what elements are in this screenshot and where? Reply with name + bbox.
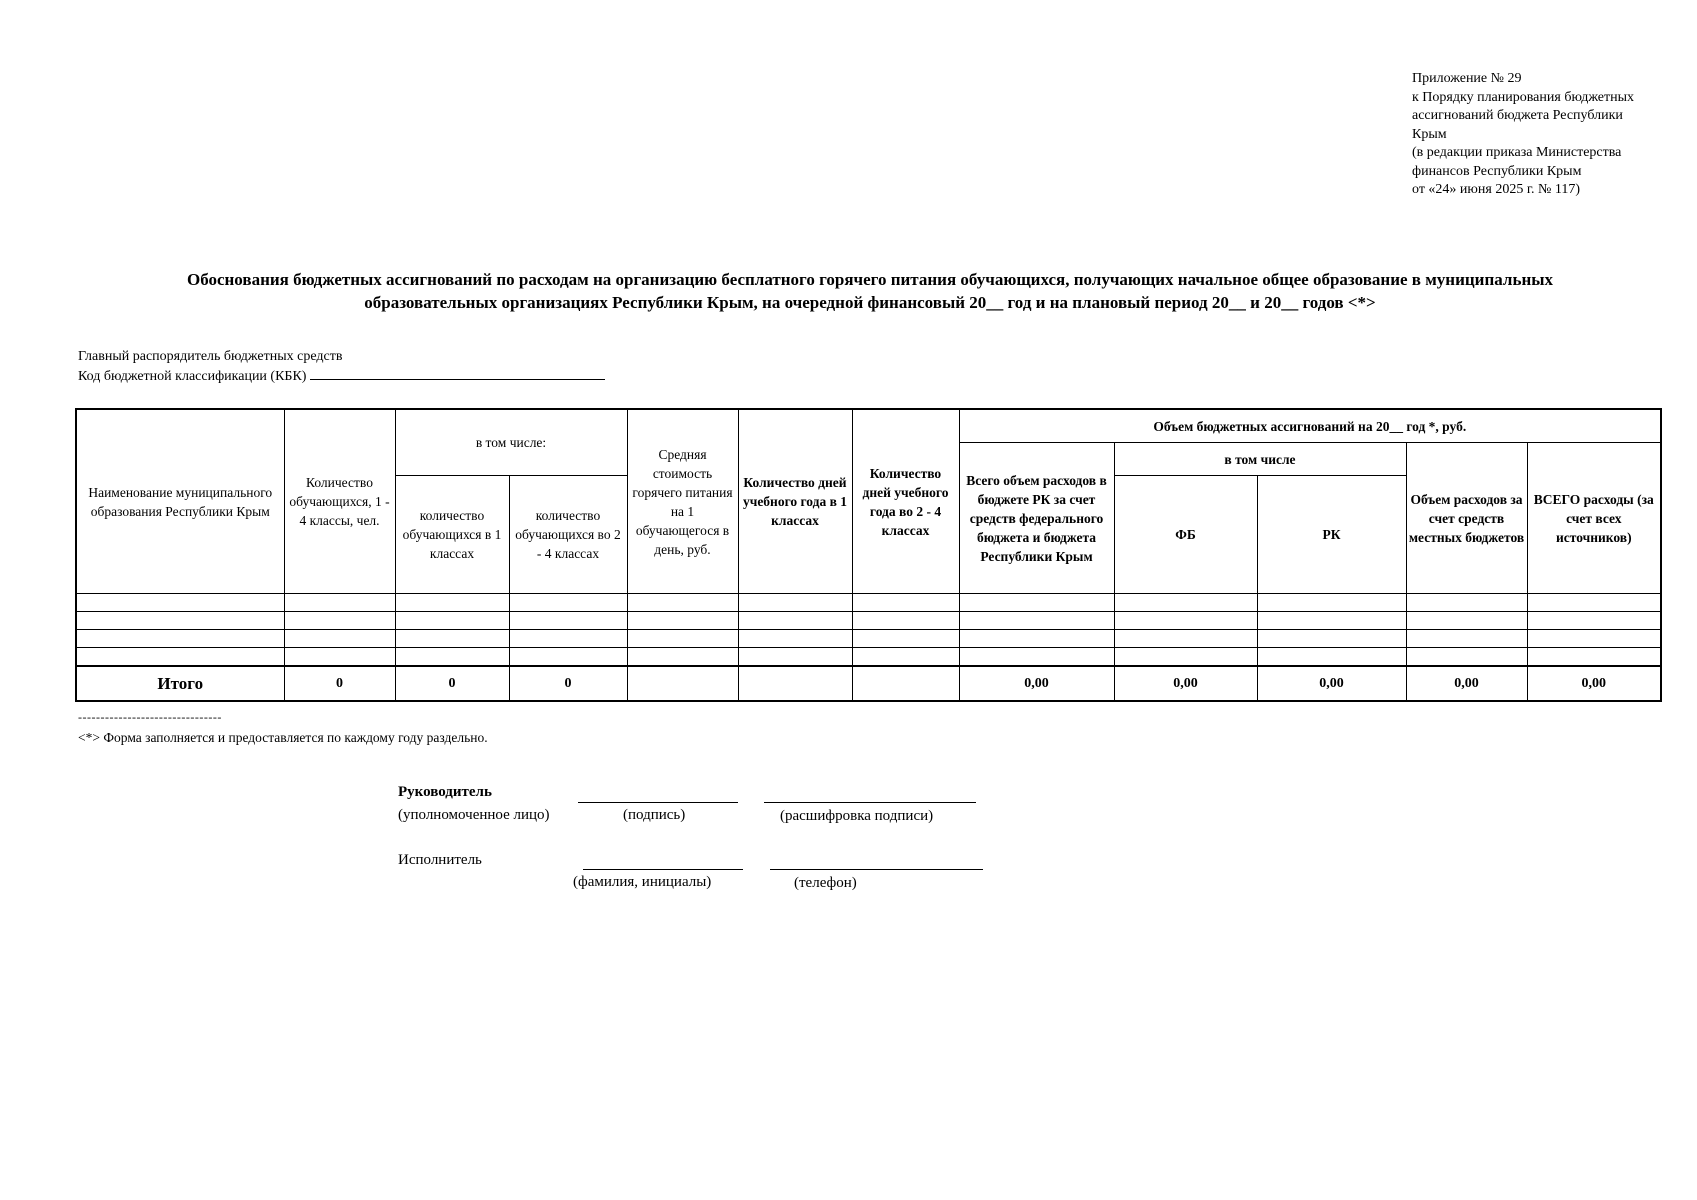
head-signature-line [578,802,738,803]
total-students-2-4: 0 [509,666,627,701]
table-cell[interactable] [395,612,509,630]
appendix-line: к Порядку планирования бюджетных [1412,89,1635,105]
table-cell[interactable] [1257,594,1406,612]
header-fb: ФБ [1114,476,1257,594]
total-fb-rk: 0,00 [959,666,1114,701]
table-cell[interactable] [1406,630,1527,648]
total-students-total: 0 [284,666,395,701]
table-cell[interactable] [1527,630,1661,648]
header-including: в том числе: [395,409,627,476]
appendix-line: (в редакции приказа Министерства [1412,145,1622,160]
executor-label: Исполнитель [398,852,482,868]
table-cell[interactable] [627,594,738,612]
table-cell[interactable] [1406,648,1527,667]
decode-caption: (расшифровка подписи) [780,808,934,824]
total-local: 0,00 [1406,666,1527,701]
table-cell[interactable] [284,594,395,612]
table-cell[interactable] [1114,594,1257,612]
header-avg-cost: Средняя стоимость горячего питания на 1 обучающегося в день, руб. [627,409,738,594]
executor-name-line [583,869,743,870]
table-cell[interactable] [284,648,395,667]
table-cell[interactable] [76,612,284,630]
kbk-field-line [310,367,605,380]
table-cell[interactable] [1114,630,1257,648]
total-days-2-4 [852,666,959,701]
header-all-sources: ВСЕГО расходы (за счет всех источников) [1527,443,1661,594]
appendix-block [1412,70,1682,200]
table-cell[interactable] [852,612,959,630]
table-cell[interactable] [1406,612,1527,630]
table-cell[interactable] [738,612,852,630]
head-decode-line [764,802,976,803]
table-row [76,648,1661,667]
table-cell[interactable] [959,648,1114,667]
appendix-line: Приложение № 29 [1412,71,1522,86]
header-students-2-4: количество обучающихся во 2 - 4 классах [509,476,627,594]
table-row [76,612,1661,630]
table-row [76,630,1661,648]
table-cell[interactable] [284,612,395,630]
header-local: Объем расходов за счет средств местных бюджетов [1406,443,1527,594]
name-caption: (фамилия, инициалы) [573,874,712,890]
total-label: Итого [76,666,284,701]
total-days-1 [738,666,852,701]
table-cell[interactable] [1257,648,1406,667]
phone-caption: (телефон) [794,875,857,891]
header-volume: Объем бюджетных ассигнований на 20__ год *, руб. [959,409,1661,443]
table-cell[interactable] [1114,612,1257,630]
table-cell[interactable] [738,648,852,667]
head-sublabel: (уполномоченное лицо) [398,807,550,823]
table-row [76,594,1661,612]
header-rk: РК [1257,476,1406,594]
total-avg-cost [627,666,738,701]
table-cell[interactable] [959,594,1114,612]
table-cell[interactable] [509,612,627,630]
table-cell[interactable] [959,612,1114,630]
manager-label: Главный распорядитель бюджетных средств [78,349,343,364]
table-cell[interactable] [959,630,1114,648]
table-cell[interactable] [627,630,738,648]
table-cell[interactable] [1114,648,1257,667]
table-cell[interactable] [1406,594,1527,612]
table-cell[interactable] [852,594,959,612]
kbk-row [78,367,605,387]
table-cell[interactable] [627,612,738,630]
table-cell[interactable] [738,594,852,612]
appendix-line: от «24» июня 2025 г. № 117) [1412,182,1580,197]
table-cell[interactable] [1527,648,1661,667]
appendix-line: Крым [1412,126,1447,142]
title-line-2: образовательных организациях Республики Крым, на очередной финансовый 20__ год и на плановый период 20__ и 20__ годов <*> [364,293,1376,312]
table-cell[interactable] [1257,630,1406,648]
table-cell[interactable] [1527,612,1661,630]
kbk-label: Код бюджетной классификации (КБК) [78,369,307,384]
table-cell[interactable] [852,648,959,667]
table-cell[interactable] [509,594,627,612]
table-cell[interactable] [1257,612,1406,630]
appendix-line: финансов Республики Крым [1412,163,1582,179]
table-cell[interactable] [509,630,627,648]
total-rk: 0,00 [1257,666,1406,701]
header-students-total: Количество обучающихся, 1 - 4 классы, чел. [284,409,395,594]
total-fb: 0,00 [1114,666,1257,701]
signature-caption: (подпись) [623,807,686,823]
header-students-1: количество обучающихся в 1 классах [395,476,509,594]
table-cell[interactable] [395,648,509,667]
header-including-2: в том числе [1114,443,1406,476]
table-cell[interactable] [1527,594,1661,612]
table-cell[interactable] [627,648,738,667]
header-total-fb-rk: Всего объем расходов в бюджете РК за счет средств федерального бюджета и бюджета Республики Крым [959,443,1114,594]
table-cell[interactable] [509,648,627,667]
budget-table [75,408,1662,702]
footnote-separator: -------------------------------- [78,710,222,724]
meta-block [78,347,605,387]
total-all-sources: 0,00 [1527,666,1661,701]
executor-phone-line [770,869,983,870]
table-cell[interactable] [76,594,284,612]
table-cell[interactable] [395,630,509,648]
table-cell[interactable] [76,630,284,648]
document-title [60,268,1680,314]
total-students-1: 0 [395,666,509,701]
table-cell[interactable] [738,630,852,648]
table-cell[interactable] [284,630,395,648]
total-row [76,666,1661,701]
header-days-2-4: Количество дней учебного года во 2 - 4 классах [852,409,959,594]
footnote-text: <*> Форма заполняется и предоставляется по каждому году раздельно. [78,730,488,745]
table-cell[interactable] [852,630,959,648]
header-name: Наименование муниципального образования Республики Крым [76,409,284,594]
title-line-1: Обоснования бюджетных ассигнований по расходам на организацию бесплатного горячего питания обучающихся, получающих начальное общее образование в муниципальных [186,270,1554,289]
appendix-line: ассигнований бюджета Республики [1412,108,1623,123]
head-label: Руководитель [398,784,492,800]
header-days-1: Количество дней учебного года в 1 классах [738,409,852,594]
table-cell[interactable] [76,648,284,667]
table-cell[interactable] [395,594,509,612]
